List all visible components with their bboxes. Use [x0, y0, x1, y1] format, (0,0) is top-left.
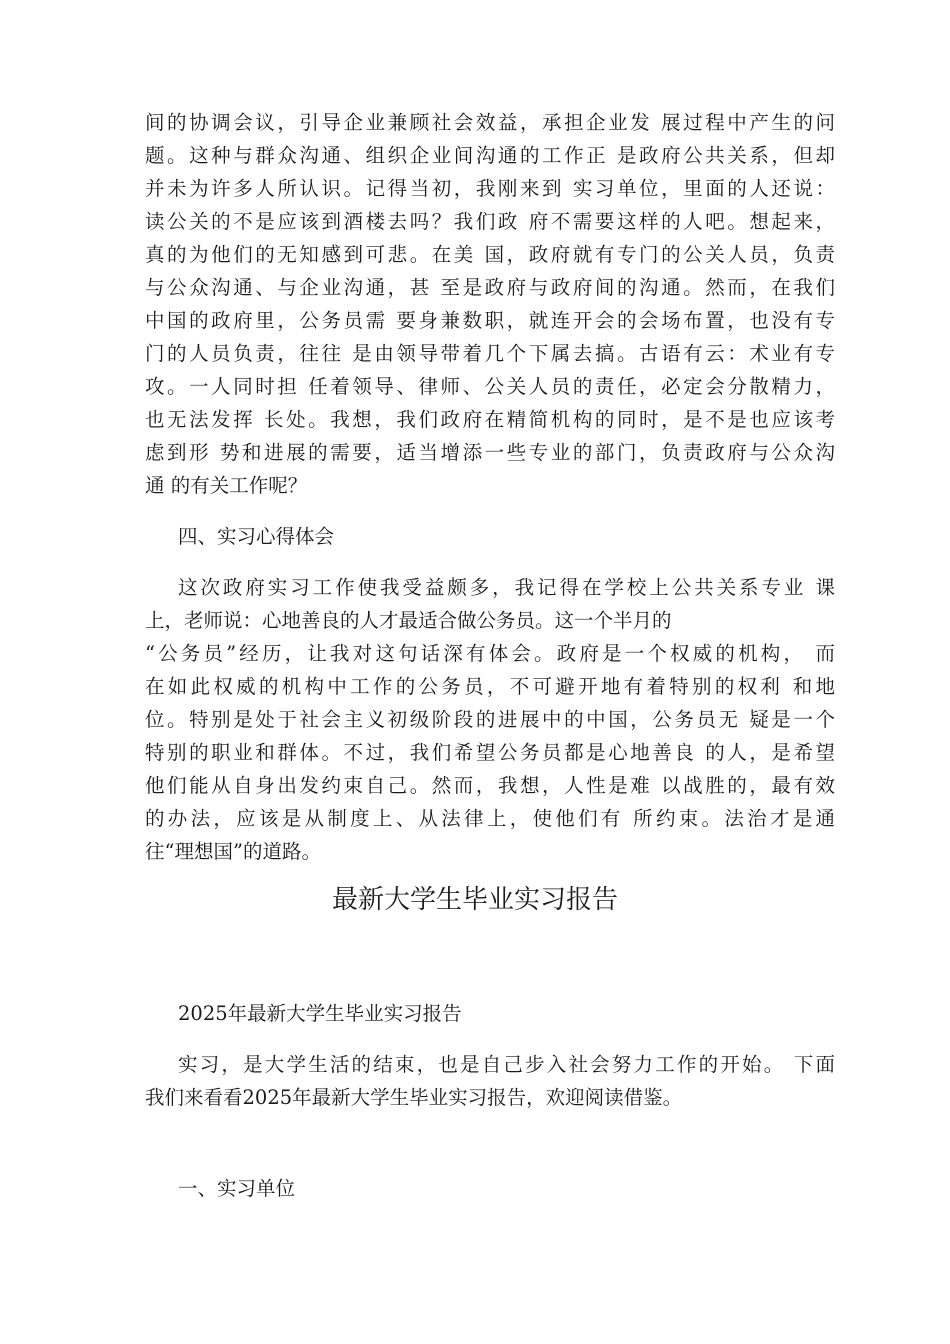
text-line: 攻。一人同时担 任着领导、律师、公关人员的责任，必定会分散精力， — [145, 375, 835, 398]
text-line: 位。特别是处于社会主义初级阶段的进展中的中国，公务员无 疑是一个 — [145, 708, 835, 731]
text-line: 虑到形 势和进展的需要，适当增添一些专业的部门，负责政府与公众沟 — [145, 441, 835, 464]
text-line: 他们能从自身出发约束自己。然而，我想，人性是难 以战胜的，最有效 — [145, 774, 835, 797]
text-line: 我们来看看2025年最新大学生毕业实习报告，欢迎阅读借鉴。 — [145, 1086, 683, 1109]
text-line: 通 的有关工作呢？ — [145, 474, 308, 497]
text-line: 中国的政府里，公务员需 要身兼数职，就连开会的会场布置，也没有专 — [145, 309, 835, 332]
text-line: 与公众沟通、与企业沟通，甚 至是政府与政府间的沟通。然而，在我们 — [145, 276, 835, 299]
section-heading: 四、实习心得体会 — [178, 525, 335, 548]
text-line: 题。这种与群众沟通、组织企业间沟通的工作正 是政府公共关系，但却 — [145, 144, 835, 167]
text-line: 并未为许多人所认识。记得当初，我刚来到 实习单位，里面的人还说： — [145, 177, 835, 200]
text-line: 的办法，应该是从制度上、从法律上，使他们有 所约束。法治才是通 — [145, 807, 835, 830]
document-title: 最新大学生毕业实习报告 — [331, 885, 618, 915]
text-line: 实习，是大学生活的结束，也是自己步入社会努力工作的开始。 下面 — [178, 1053, 835, 1076]
text-line: 往“理想国”的道路。 — [145, 840, 321, 863]
document-subtitle: 2025年最新大学生毕业实习报告 — [178, 1002, 462, 1025]
text-line: 这次政府实习工作使我受益颇多，我记得在学校上公共关系专业 课 — [178, 576, 835, 599]
text-line: 在如此权威的机构中工作的公务员，不可避开地有着特别的权利 和地 — [145, 675, 835, 698]
text-line: 真的为他们的无知感到可悲。在美 国，政府就有专门的公关人员，负责 — [145, 243, 835, 266]
text-line: 上，老师说：心地善良的人才最适合做公务员。这一个半月的 — [145, 609, 672, 632]
section-heading: 一、实习单位 — [178, 1177, 296, 1200]
text-line: 也无法发挥 长处。我想，我们政府在精简机构的同时，是不是也应该考 — [145, 408, 835, 431]
text-line: 特别的职业和群体。不过，我们希望公务员都是心地善良 的人，是希望 — [145, 741, 835, 764]
text-line: 读公关的不是应该到酒楼去吗？我们政 府不需要这样的人吧。想起来， — [145, 210, 835, 233]
text-line: “公务员”经历，让我对这句话深有体会。政府是一个权威的机构， 而 — [145, 642, 835, 665]
text-line: 门的人员负责，往往 是由领导带着几个下属去搞。古语有云：术业有专 — [145, 342, 835, 365]
text-line: 间的协调会议，引导企业兼顾社会效益，承担企业发 展过程中产生的问 — [145, 111, 835, 134]
